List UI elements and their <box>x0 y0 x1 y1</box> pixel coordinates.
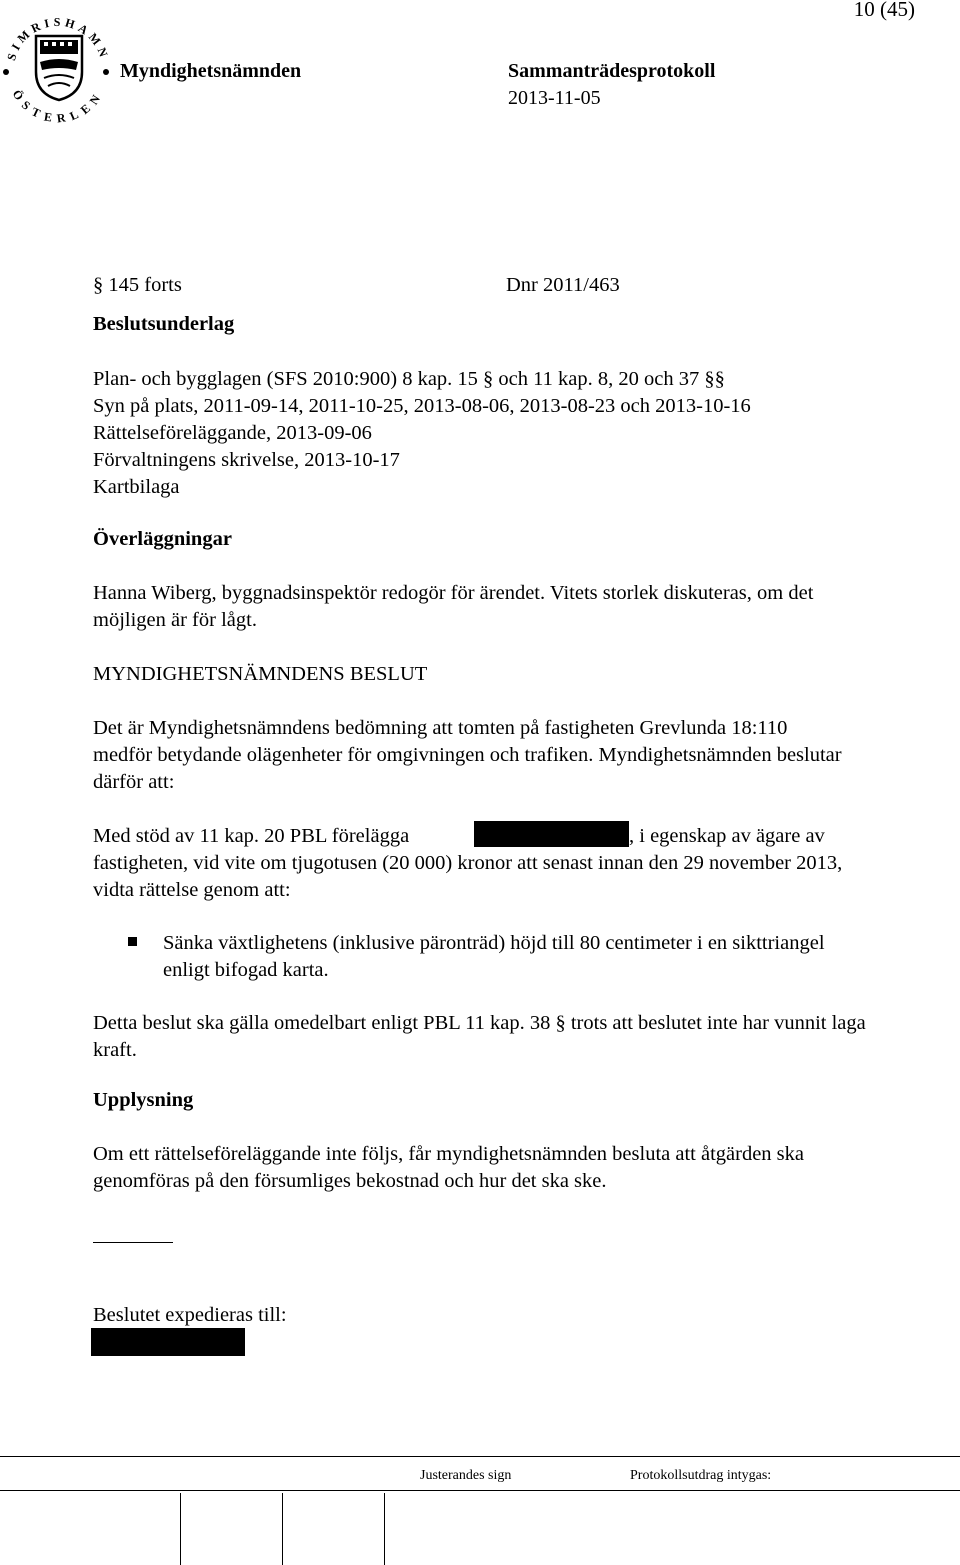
separator-line <box>93 1242 173 1243</box>
paragraph-reference: § 145 forts <box>93 274 182 296</box>
basis-heading: Beslutsunderlag <box>93 313 235 335</box>
distribution-label: Beslutet expedieras till: <box>93 1304 287 1326</box>
certification-label: Protokollsutdrag intygas: <box>630 1468 772 1483</box>
svg-text:ÖSTERLEN: ÖSTERLEN <box>9 87 107 126</box>
organization-name: Myndighetsnämnden <box>120 60 302 82</box>
redacted-name <box>474 821 629 847</box>
municipality-logo <box>0 0 112 128</box>
basis-line: Kartbilaga <box>93 476 180 498</box>
bullet-item-text: Sänka växtlighetens (inklusive päronträd) höjd till 80 centimeter i en sikttriangel <box>163 932 825 954</box>
basis-line: Förvaltningens skrivelse, 2013-10-17 <box>93 449 400 471</box>
svg-text:SIMRISHAMN: SIMRISHAMN <box>4 14 112 63</box>
decision-text: Det är Myndighetsnämndens bedömning att tomten på fastigheten Grevlunda 18:110 <box>93 717 788 739</box>
bullet-item-text: enligt bifogad karta. <box>163 959 329 981</box>
decision-text: vidta rättelse genom att: <box>93 879 291 901</box>
document-date: 2013-11-05 <box>508 87 601 109</box>
decision-heading: MYNDIGHETSNÄMNDENS BESLUT <box>93 663 428 685</box>
deliberations-line: möjligen är för lågt. <box>93 609 257 631</box>
decision-text: Detta beslut ska gälla omedelbart enligt PBL 11 kap. 38 § trots att beslutet inte har vunnit laga <box>93 1012 866 1034</box>
deliberations-line: Hanna Wiberg, byggnadsinspektör redogör för ärendet. Vitets storlek diskuteras, om det <box>93 582 814 604</box>
decision-text: därför att: <box>93 771 175 793</box>
basis-line: Syn på plats, 2011-09-14, 2011-10-25, 2013-08-06, 2013-08-23 och 2013-10-16 <box>93 395 751 417</box>
signature-box-divider <box>282 1493 283 1565</box>
diary-number: Dnr 2011/463 <box>506 274 620 296</box>
basis-line: Plan- och bygglagen (SFS 2010:900) 8 kap. 15 § och 11 kap. 8, 20 och 37 §§ <box>93 368 725 390</box>
decision-text: medför betydande olägenheter för omgivningen och trafiken. Myndighetsnämnden beslutar <box>93 744 842 766</box>
page-number: 10 (45) <box>853 0 915 21</box>
notice-heading: Upplysning <box>93 1089 194 1111</box>
document-type: Sammanträdesprotokoll <box>508 60 716 82</box>
notice-text: genomföras på den försumliges bekostnad och hur det ska ske. <box>93 1170 607 1192</box>
signature-label: Justerandes sign <box>420 1468 512 1483</box>
notice-text: Om ett rättelseföreläggande inte följs, får myndighetsnämnden besluta att åtgärden ska <box>93 1143 804 1165</box>
decision-text: kraft. <box>93 1039 137 1061</box>
redacted-recipient <box>91 1328 245 1356</box>
signature-box-divider <box>384 1493 385 1565</box>
deliberations-heading: Överläggningar <box>93 528 232 550</box>
square-bullet-icon <box>128 937 137 946</box>
footer-divider-line <box>0 1490 960 1491</box>
decision-text: , i egenskap av ägare av <box>629 825 825 847</box>
decision-text: Med stöd av 11 kap. 20 PBL förelägga <box>93 825 410 847</box>
decision-text: fastigheten, vid vite om tjugotusen (20 000) kronor att senast innan den 29 november 2013, <box>93 852 843 874</box>
footer-top-line <box>0 1456 960 1457</box>
basis-line: Rättelseföreläggande, 2013-09-06 <box>93 422 372 444</box>
signature-box-divider <box>180 1493 181 1565</box>
